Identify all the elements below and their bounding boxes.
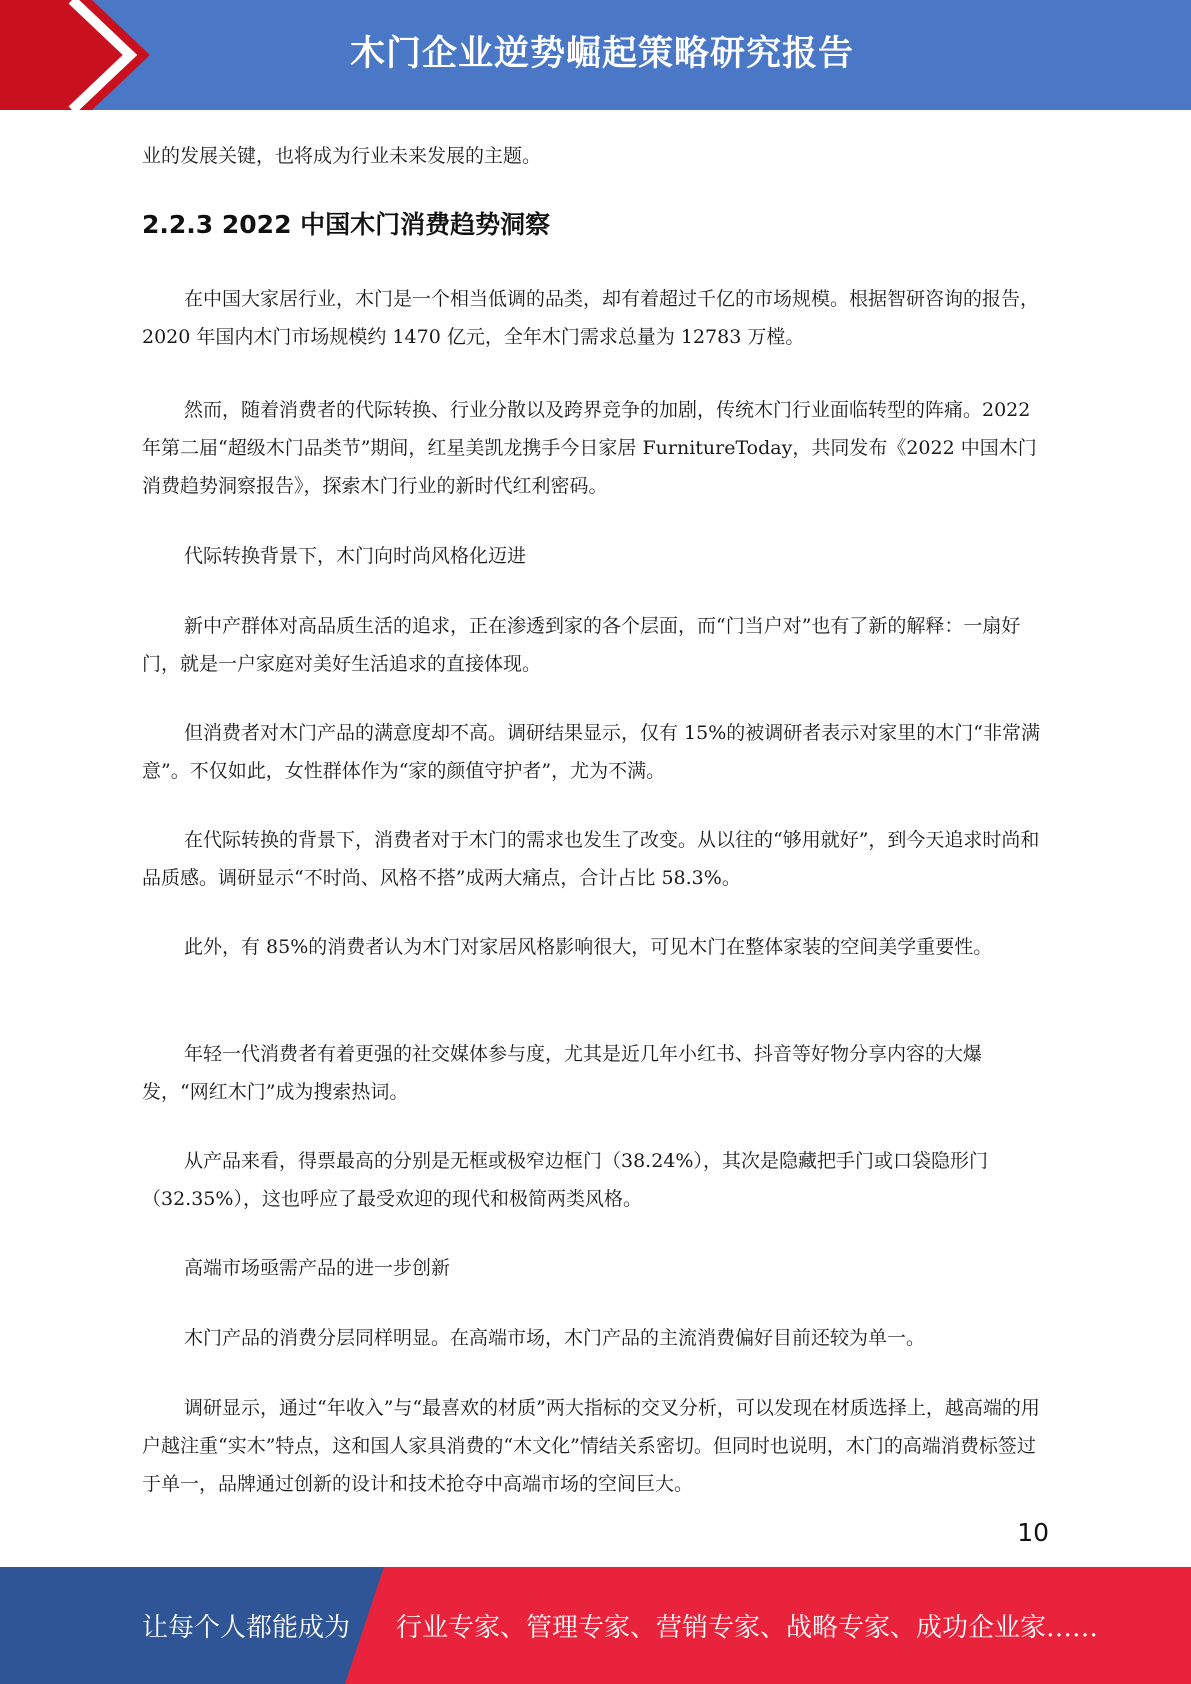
paragraph-text: 在代际转换的背景下，消费者对于木门的需求也发生了改变。从以往的“够用就好”，到今天追求时尚和品质感。调研显示“不时尚、风格不搭”成两大痛点，合计占比 58.3%。 — [142, 829, 1040, 889]
paragraph-4 — [142, 714, 1047, 790]
paragraph-text: 年轻一代消费者有着更强的社交媒体参与度，尤其是近几年小红书、抖音等好物分享内容的大爆发，“网红木门”成为搜索热词。 — [142, 1043, 983, 1103]
subheading-generational-shift — [142, 537, 1047, 575]
continued-paragraph — [142, 137, 1047, 175]
page-footer — [0, 1567, 1191, 1684]
paragraph-5 — [142, 821, 1047, 897]
page-header — [0, 0, 1191, 110]
page-number: 10 — [1017, 1518, 1049, 1547]
header-chevron-decoration — [0, 0, 160, 110]
paragraph-text: 木门产品的消费分层同样明显。在高端市场，木门产品的主流消费偏好目前还较为单一。 — [184, 1327, 926, 1349]
paragraph-text: 此外，有 85%的消费者认为木门对家居风格影响很大，可见木门在整体家装的空间美学重要性。 — [184, 936, 993, 958]
paragraph-6 — [142, 928, 1047, 966]
paragraph-text: 业的发展关键，也将成为行业未来发展的主题。 — [142, 145, 542, 167]
footer-slogan-right: 行业专家、管理专家、营销专家、战略专家、成功企业家…… — [396, 1613, 1099, 1643]
paragraph-text: 然而，随着消费者的代际转换、行业分散以及跨界竞争的加剧，传统木门行业面临转型的阵痛。2022 年第二届“超级木门品类节”期间，红星美凯龙携手今日家居 FurnitureToday，共同发布《2022 中国木门消费趋势洞察报告》，探索木门行业的新时代红利密码。 — [142, 399, 1037, 497]
paragraph-1 — [142, 280, 1047, 356]
section-heading: 2.2.3 2022 中国木门消费趋势洞察 — [142, 210, 551, 239]
paragraph-text: 高端市场亟需产品的进一步创新 — [184, 1257, 451, 1279]
paragraph-text: 新中产群体对高品质生活的追求，正在渗透到家的各个层面，而“门当户对”也有了新的解释：一扇好门，就是一户家庭对美好生活追求的直接体现。 — [142, 615, 1021, 675]
paragraph-text: 代际转换背景下，木门向时尚风格化迈进 — [184, 545, 527, 567]
report-title: 木门企业逆势崛起策略研究报告 — [350, 34, 855, 74]
paragraph-text: 从产品来看，得票最高的分别是无框或极窄边框门（38.24%），其次是隐藏把手门或口袋隐形门（32.35%），这也呼应了最受欢迎的现代和极简两类风格。 — [142, 1150, 988, 1210]
paragraph-text: 调研显示，通过“年收入”与“最喜欢的材质”两大指标的交叉分析，可以发现在材质选择上，越高端的用户越注重“实木”特点，这和国人家具消费的“木文化”情结关系密切。但同时也说明，木门的高端消费标签过于单一，品牌通过创新的设计和技术抢夺中高端市场的空间巨大。 — [142, 1397, 1040, 1495]
footer-slogan-left: 让每个人都能成为 — [142, 1613, 351, 1643]
paragraph-10 — [142, 1389, 1047, 1503]
paragraph-7 — [142, 1035, 1047, 1111]
paragraph-9 — [142, 1319, 1047, 1357]
paragraph-text: 但消费者对木门产品的满意度却不高。调研结果显示，仅有 15%的被调研者表示对家里的木门“非常满意”。不仅如此，女性群体作为“家的颜值守护者”，尤为不满。 — [142, 722, 1040, 782]
paragraph-3 — [142, 607, 1047, 683]
paragraph-8 — [142, 1142, 1047, 1218]
paragraph-2 — [142, 391, 1047, 505]
subheading-high-end-market — [142, 1249, 1047, 1287]
paragraph-text: 在中国大家居行业，木门是一个相当低调的品类，却有着超过千亿的市场规模。根据智研咨询的报告，2020 年国内木门市场规模约 1470 亿元，全年木门需求总量为 12783 万樘。 — [142, 288, 1040, 348]
